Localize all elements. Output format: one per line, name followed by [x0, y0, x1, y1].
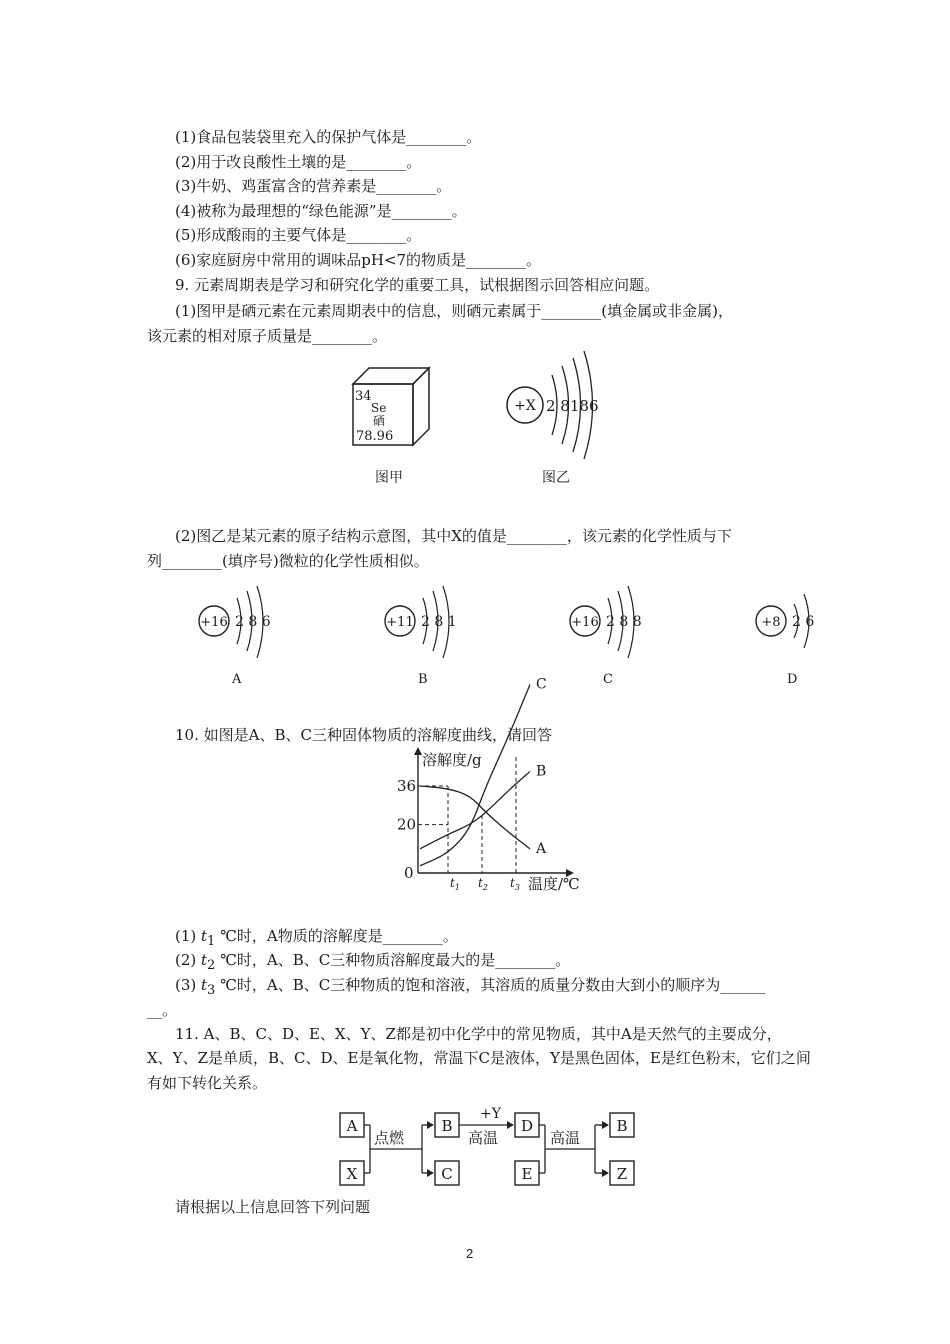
- q11-after: 请根据以上信息回答下列问题: [175, 1198, 371, 1216]
- cond-high-temp-1: 高温: [468, 1129, 499, 1147]
- option-label-b: B: [418, 672, 428, 687]
- q9-part2-line1: (2)图乙是某元素的原子结构示意图，其中X的值是________，该元素的化学性质与下: [175, 527, 732, 545]
- svg-text:2 8 1: 2 8 1: [421, 614, 457, 630]
- x-tick-t1: $t_1$: [450, 876, 460, 892]
- option-atom-b: [376, 586, 476, 690]
- x-tick-t2: $t_2$: [478, 876, 488, 892]
- q11-stem-line1: 11. A、B、C、D、E、X、Y、Z都是初中化学中的常见物质，其中A是天然气的主要成分，: [175, 1025, 782, 1043]
- q9-part2-line2: 列________(填序号)微粒的化学性质相似。: [147, 552, 429, 570]
- q10-question-1: (1) $t_1$ ℃时，A物质的溶解度是________。: [175, 927, 458, 949]
- option-label-d: D: [787, 672, 798, 687]
- cond-ignite: 点燃: [374, 1129, 405, 1147]
- box-c: C: [441, 1165, 453, 1183]
- figure-atom-structure: [498, 348, 623, 491]
- option-atom-a: [190, 586, 290, 690]
- box-d: D: [520, 1117, 534, 1135]
- curve-label-a: A: [536, 840, 547, 857]
- q9-part1-line1: (1)图甲是硒元素在元素周期表中的信息，则硒元素属于________(填金属或非金属)，: [175, 302, 733, 320]
- q11-stem-line3: 有如下转化关系。: [147, 1074, 268, 1092]
- reaction-flow-diagram: [330, 1103, 640, 1193]
- box-b: B: [441, 1117, 453, 1135]
- svg-text:+16: +16: [571, 615, 599, 630]
- curve-label-b: B: [536, 763, 547, 780]
- page-number: 2: [466, 1246, 474, 1261]
- svg-text:2 6: 2 6: [792, 614, 815, 630]
- q11-stem-line2: X、Y、Z是单质，B、C、D、E是氧化物，常温下C是液体，Y是黑色固体，E是红色粉末，它们之间: [147, 1049, 811, 1067]
- x-tick-t3: $t_3$: [510, 876, 520, 892]
- q8-item-6: (6)家庭厨房中常用的调味品pH<7的物质是________。: [175, 251, 542, 269]
- figure-b-caption: 图乙: [542, 470, 570, 486]
- figure-element-cube: [345, 356, 445, 491]
- q8-item-4: (4)被称为最理想的“绿色能源”是________。: [175, 202, 467, 220]
- chart-xlabel: 温度/℃: [528, 875, 580, 893]
- element-mass: 78.96: [356, 429, 394, 444]
- q10-question-3-cont: __。: [147, 1001, 178, 1019]
- cond-high-temp-2: 高温: [550, 1129, 581, 1147]
- element-number: 34: [355, 389, 372, 404]
- box-a: A: [346, 1117, 358, 1135]
- q9-stem: 9. 元素周期表是学习和研究化学的重要工具，试根据图示回答相应问题。: [175, 276, 660, 294]
- svg-text:2 8 6: 2 8 6: [235, 614, 271, 630]
- q10-question-2: (2) $t_2$ ℃时，A、B、C三种物质溶解度最大的是________。: [175, 951, 571, 973]
- atom-shells: 2 8186: [546, 397, 599, 415]
- curve-c: [420, 685, 530, 866]
- box-z: Z: [616, 1165, 628, 1183]
- box-x: X: [346, 1165, 358, 1183]
- q10-stem: 10. 如图是A、B、C三种固体物质的溶解度曲线，请回答: [175, 726, 552, 744]
- svg-text:+16: +16: [200, 615, 228, 630]
- svg-text:+8: +8: [761, 615, 781, 630]
- curve-b: [420, 772, 530, 849]
- svg-text:+11: +11: [386, 615, 414, 630]
- element-name: 硒: [373, 414, 386, 428]
- q9-part1-line2: 该元素的相对原子质量是________。: [147, 327, 388, 345]
- atom-nucleus: +X: [514, 398, 536, 414]
- svg-text:2 8 8: 2 8 8: [606, 614, 642, 630]
- box-b-2: B: [616, 1117, 628, 1135]
- cond-plus-y: +Y: [480, 1106, 501, 1122]
- y-tick-36: 36: [397, 777, 417, 795]
- option-atom-c: [561, 586, 661, 690]
- q8-item-1: (1)食品包装袋里充入的保护气体是________。: [175, 128, 482, 146]
- q8-item-5: (5)形成酸雨的主要气体是________。: [175, 226, 422, 244]
- option-label-a: A: [232, 672, 242, 687]
- figure-a-caption: 图甲: [375, 470, 403, 486]
- curve-a: [420, 786, 530, 849]
- option-atom-d: [747, 586, 847, 690]
- chart-ylabel: 溶解度/g: [422, 751, 482, 769]
- curve-label-c: C: [536, 676, 547, 693]
- element-symbol: Se: [371, 401, 387, 415]
- q8-item-3: (3)牛奶、鸡蛋富含的营养素是________。: [175, 177, 452, 195]
- box-e: E: [521, 1165, 533, 1183]
- q10-question-3: (3) $t_3$ ℃时，A、B、C三种物质的饱和溶液，其溶质的质量分数由大到小的顺序为______: [175, 976, 766, 998]
- y-tick-20: 20: [397, 815, 417, 834]
- option-label-c: C: [603, 672, 613, 687]
- y-tick-0: 0: [404, 864, 414, 882]
- q8-item-2: (2)用于改良酸性土壤的是________。: [175, 153, 422, 171]
